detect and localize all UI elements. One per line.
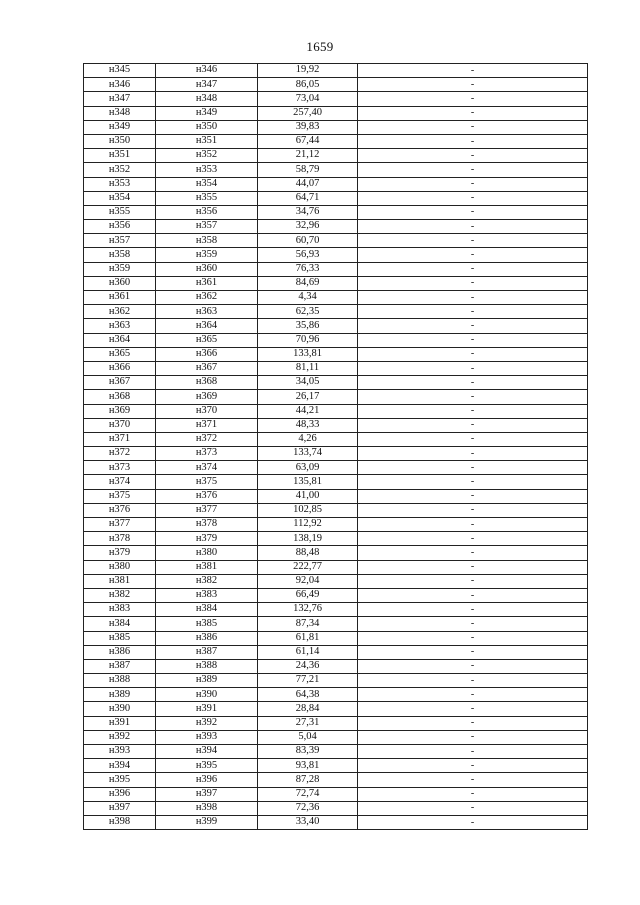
table-row — [84, 645, 588, 659]
from-point-cell: н372 — [84, 447, 156, 461]
to-point-cell: н389 — [156, 674, 258, 688]
from-point-cell: н360 — [84, 276, 156, 290]
from-point-cell: н373 — [84, 461, 156, 475]
from-point-cell: н388 — [84, 674, 156, 688]
from-point-cell: н395 — [84, 773, 156, 787]
note-cell: - — [358, 191, 588, 205]
note-cell: - — [358, 631, 588, 645]
distance-cell: 135,81 — [258, 475, 358, 489]
to-point-cell: н360 — [156, 262, 258, 276]
note-cell: - — [358, 730, 588, 744]
from-point-cell: н365 — [84, 347, 156, 361]
table-row — [84, 546, 588, 560]
distance-cell: 61,81 — [258, 631, 358, 645]
page-number: 1659 — [306, 39, 334, 54]
to-point-cell: н369 — [156, 390, 258, 404]
note-cell: - — [358, 461, 588, 475]
from-point-cell: н382 — [84, 588, 156, 602]
table-row — [84, 617, 588, 631]
table-row — [84, 319, 588, 333]
from-point-cell: н368 — [84, 390, 156, 404]
to-point-cell: н379 — [156, 532, 258, 546]
to-point-cell: н361 — [156, 276, 258, 290]
to-point-cell: н365 — [156, 333, 258, 347]
to-point-cell: н394 — [156, 745, 258, 759]
from-point-cell: н387 — [84, 659, 156, 673]
distance-cell: 56,93 — [258, 248, 358, 262]
table-row — [84, 220, 588, 234]
distance-cell: 93,81 — [258, 759, 358, 773]
from-point-cell: н386 — [84, 645, 156, 659]
table-row — [84, 234, 588, 248]
table-row — [84, 659, 588, 673]
from-point-cell: н381 — [84, 574, 156, 588]
distance-cell: 26,17 — [258, 390, 358, 404]
to-point-cell: н388 — [156, 659, 258, 673]
from-point-cell: н396 — [84, 787, 156, 801]
distance-cell: 44,07 — [258, 177, 358, 191]
to-point-cell: н397 — [156, 787, 258, 801]
note-cell: - — [358, 163, 588, 177]
from-point-cell: н355 — [84, 205, 156, 219]
table-row — [84, 404, 588, 418]
distance-cell: 92,04 — [258, 574, 358, 588]
note-cell: - — [358, 149, 588, 163]
note-cell: - — [358, 78, 588, 92]
table-row — [84, 248, 588, 262]
distance-cell: 28,84 — [258, 702, 358, 716]
to-point-cell: н372 — [156, 432, 258, 446]
distance-cell: 61,14 — [258, 645, 358, 659]
distance-cell: 257,40 — [258, 106, 358, 120]
table-row — [84, 305, 588, 319]
distance-cell: 63,09 — [258, 461, 358, 475]
distance-cell: 87,28 — [258, 773, 358, 787]
distance-cell: 84,69 — [258, 276, 358, 290]
note-cell: - — [358, 347, 588, 361]
to-point-cell: н398 — [156, 801, 258, 815]
note-cell: - — [358, 205, 588, 219]
note-cell: - — [358, 815, 588, 829]
distance-cell: 34,76 — [258, 205, 358, 219]
distance-cell: 58,79 — [258, 163, 358, 177]
to-point-cell: н364 — [156, 319, 258, 333]
distance-cell: 4,34 — [258, 291, 358, 305]
note-cell: - — [358, 645, 588, 659]
distance-cell: 67,44 — [258, 134, 358, 148]
to-point-cell: н374 — [156, 461, 258, 475]
distance-cell: 64,71 — [258, 191, 358, 205]
note-cell: - — [358, 248, 588, 262]
note-cell: - — [358, 134, 588, 148]
table-row — [84, 716, 588, 730]
distance-cell: 21,12 — [258, 149, 358, 163]
distance-cell: 62,35 — [258, 305, 358, 319]
note-cell: - — [358, 716, 588, 730]
table-row — [84, 134, 588, 148]
distance-cell: 5,04 — [258, 730, 358, 744]
table-row — [84, 418, 588, 432]
from-point-cell: н352 — [84, 163, 156, 177]
table-row — [84, 347, 588, 361]
to-point-cell: н350 — [156, 120, 258, 134]
table-row — [84, 688, 588, 702]
to-point-cell: н392 — [156, 716, 258, 730]
to-point-cell: н399 — [156, 815, 258, 829]
from-point-cell: н374 — [84, 475, 156, 489]
note-cell: - — [358, 546, 588, 560]
from-point-cell: н397 — [84, 801, 156, 815]
table-row — [84, 361, 588, 375]
from-point-cell: н370 — [84, 418, 156, 432]
to-point-cell: н363 — [156, 305, 258, 319]
to-point-cell: н378 — [156, 518, 258, 532]
distance-cell: 102,85 — [258, 503, 358, 517]
to-point-cell: н383 — [156, 588, 258, 602]
note-cell: - — [358, 291, 588, 305]
distance-cell: 72,74 — [258, 787, 358, 801]
note-cell: - — [358, 617, 588, 631]
from-point-cell: н350 — [84, 134, 156, 148]
note-cell: - — [358, 759, 588, 773]
from-point-cell: н384 — [84, 617, 156, 631]
distance-cell: 87,34 — [258, 617, 358, 631]
to-point-cell: н370 — [156, 404, 258, 418]
to-point-cell: н390 — [156, 688, 258, 702]
from-point-cell: н377 — [84, 518, 156, 532]
from-point-cell: н362 — [84, 305, 156, 319]
table-row — [84, 177, 588, 191]
note-cell: - — [358, 432, 588, 446]
table-row — [84, 787, 588, 801]
distance-cell: 32,96 — [258, 220, 358, 234]
to-point-cell: н346 — [156, 64, 258, 78]
distance-cell: 76,33 — [258, 262, 358, 276]
from-point-cell: н367 — [84, 376, 156, 390]
table-row — [84, 674, 588, 688]
from-point-cell: н366 — [84, 361, 156, 375]
distance-cell: 66,49 — [258, 588, 358, 602]
to-point-cell: н375 — [156, 475, 258, 489]
table-row — [84, 390, 588, 404]
to-point-cell: н387 — [156, 645, 258, 659]
to-point-cell: н362 — [156, 291, 258, 305]
note-cell: - — [358, 603, 588, 617]
table-row — [84, 432, 588, 446]
table-row — [84, 815, 588, 829]
to-point-cell: н366 — [156, 347, 258, 361]
note-cell: - — [358, 92, 588, 106]
table-row — [84, 503, 588, 517]
table-row — [84, 149, 588, 163]
to-point-cell: н371 — [156, 418, 258, 432]
from-point-cell: н393 — [84, 745, 156, 759]
table-row — [84, 631, 588, 645]
note-cell: - — [358, 262, 588, 276]
distance-cell: 70,96 — [258, 333, 358, 347]
table-row — [84, 475, 588, 489]
distance-cell: 24,36 — [258, 659, 358, 673]
table-row — [84, 78, 588, 92]
to-point-cell: н352 — [156, 149, 258, 163]
to-point-cell: н377 — [156, 503, 258, 517]
table-row — [84, 333, 588, 347]
from-point-cell: н385 — [84, 631, 156, 645]
distance-cell: 88,48 — [258, 546, 358, 560]
to-point-cell: н355 — [156, 191, 258, 205]
note-cell: - — [358, 361, 588, 375]
table-row — [84, 730, 588, 744]
to-point-cell: н357 — [156, 220, 258, 234]
from-point-cell: н349 — [84, 120, 156, 134]
distance-cell: 35,86 — [258, 319, 358, 333]
note-cell: - — [358, 518, 588, 532]
to-point-cell: н382 — [156, 574, 258, 588]
table-row — [84, 120, 588, 134]
from-point-cell: н356 — [84, 220, 156, 234]
note-cell: - — [358, 475, 588, 489]
distance-cell: 34,05 — [258, 376, 358, 390]
note-cell: - — [358, 801, 588, 815]
distance-cell: 86,05 — [258, 78, 358, 92]
table-row — [84, 801, 588, 815]
distance-cell: 81,11 — [258, 361, 358, 375]
from-point-cell: н361 — [84, 291, 156, 305]
from-point-cell: н380 — [84, 560, 156, 574]
from-point-cell: н357 — [84, 234, 156, 248]
distance-cell: 19,92 — [258, 64, 358, 78]
to-point-cell: н396 — [156, 773, 258, 787]
to-point-cell: н367 — [156, 361, 258, 375]
table-row — [84, 106, 588, 120]
distance-cell: 222,77 — [258, 560, 358, 574]
to-point-cell: н385 — [156, 617, 258, 631]
table-row — [84, 262, 588, 276]
to-point-cell: н349 — [156, 106, 258, 120]
table-row — [84, 518, 588, 532]
from-point-cell: н353 — [84, 177, 156, 191]
from-point-cell: н358 — [84, 248, 156, 262]
distance-cell: 41,00 — [258, 489, 358, 503]
distance-cell: 64,38 — [258, 688, 358, 702]
note-cell: - — [358, 503, 588, 517]
from-point-cell: н351 — [84, 149, 156, 163]
to-point-cell: н348 — [156, 92, 258, 106]
table-row — [84, 560, 588, 574]
table-row — [84, 489, 588, 503]
table-row — [84, 574, 588, 588]
table-row — [84, 773, 588, 787]
from-point-cell: н369 — [84, 404, 156, 418]
distance-cell: 72,36 — [258, 801, 358, 815]
distance-cell: 44,21 — [258, 404, 358, 418]
table-row — [84, 376, 588, 390]
note-cell: - — [358, 489, 588, 503]
note-cell: - — [358, 305, 588, 319]
note-cell: - — [358, 418, 588, 432]
to-point-cell: н393 — [156, 730, 258, 744]
table-row — [84, 64, 588, 78]
note-cell: - — [358, 106, 588, 120]
from-point-cell: н375 — [84, 489, 156, 503]
table-row — [84, 461, 588, 475]
distance-cell: 48,33 — [258, 418, 358, 432]
to-point-cell: н356 — [156, 205, 258, 219]
table-row — [84, 532, 588, 546]
to-point-cell: н353 — [156, 163, 258, 177]
distance-cell: 39,83 — [258, 120, 358, 134]
from-point-cell: н394 — [84, 759, 156, 773]
from-point-cell: н364 — [84, 333, 156, 347]
note-cell: - — [358, 276, 588, 290]
table-row — [84, 702, 588, 716]
table-row — [84, 603, 588, 617]
distance-cell: 133,74 — [258, 447, 358, 461]
to-point-cell: н384 — [156, 603, 258, 617]
note-cell: - — [358, 234, 588, 248]
table-row — [84, 163, 588, 177]
to-point-cell: н351 — [156, 134, 258, 148]
note-cell: - — [358, 333, 588, 347]
to-point-cell: н359 — [156, 248, 258, 262]
from-point-cell: н391 — [84, 716, 156, 730]
from-point-cell: н359 — [84, 262, 156, 276]
distance-cell: 73,04 — [258, 92, 358, 106]
note-cell: - — [358, 787, 588, 801]
table-row — [84, 291, 588, 305]
table-row — [84, 92, 588, 106]
from-point-cell: н363 — [84, 319, 156, 333]
note-cell: - — [358, 220, 588, 234]
distance-cell: 138,19 — [258, 532, 358, 546]
note-cell: - — [358, 64, 588, 78]
to-point-cell: н391 — [156, 702, 258, 716]
table-row — [84, 745, 588, 759]
note-cell: - — [358, 674, 588, 688]
to-point-cell: н347 — [156, 78, 258, 92]
note-cell: - — [358, 773, 588, 787]
from-point-cell: н390 — [84, 702, 156, 716]
distance-cell: 60,70 — [258, 234, 358, 248]
note-cell: - — [358, 447, 588, 461]
from-point-cell: н347 — [84, 92, 156, 106]
note-cell: - — [358, 702, 588, 716]
note-cell: - — [358, 745, 588, 759]
distance-cell: 83,39 — [258, 745, 358, 759]
from-point-cell: н392 — [84, 730, 156, 744]
to-point-cell: н354 — [156, 177, 258, 191]
from-point-cell: н398 — [84, 815, 156, 829]
from-point-cell: н383 — [84, 603, 156, 617]
from-point-cell: н378 — [84, 532, 156, 546]
to-point-cell: н373 — [156, 447, 258, 461]
table-body — [84, 64, 588, 830]
table-row — [84, 759, 588, 773]
note-cell: - — [358, 120, 588, 134]
distance-cell: 77,21 — [258, 674, 358, 688]
note-cell: - — [358, 688, 588, 702]
from-point-cell: н354 — [84, 191, 156, 205]
to-point-cell: н358 — [156, 234, 258, 248]
note-cell: - — [358, 319, 588, 333]
table-row — [84, 447, 588, 461]
to-point-cell: н381 — [156, 560, 258, 574]
table-row — [84, 276, 588, 290]
note-cell: - — [358, 390, 588, 404]
distance-cell: 132,76 — [258, 603, 358, 617]
note-cell: - — [358, 560, 588, 574]
from-point-cell: н389 — [84, 688, 156, 702]
from-point-cell: н371 — [84, 432, 156, 446]
to-point-cell: н395 — [156, 759, 258, 773]
from-point-cell: н379 — [84, 546, 156, 560]
to-point-cell: н376 — [156, 489, 258, 503]
from-point-cell: н345 — [84, 64, 156, 78]
to-point-cell: н380 — [156, 546, 258, 560]
note-cell: - — [358, 574, 588, 588]
from-point-cell: н346 — [84, 78, 156, 92]
from-point-cell: н376 — [84, 503, 156, 517]
table-row — [84, 588, 588, 602]
note-cell: - — [358, 376, 588, 390]
distance-cell: 27,31 — [258, 716, 358, 730]
to-point-cell: н368 — [156, 376, 258, 390]
note-cell: - — [358, 532, 588, 546]
distance-cell: 112,92 — [258, 518, 358, 532]
note-cell: - — [358, 588, 588, 602]
to-point-cell: н386 — [156, 631, 258, 645]
boundary-points-table — [83, 63, 588, 830]
distance-cell: 133,81 — [258, 347, 358, 361]
table-row — [84, 205, 588, 219]
distance-cell: 33,40 — [258, 815, 358, 829]
note-cell: - — [358, 659, 588, 673]
distance-cell: 4,26 — [258, 432, 358, 446]
from-point-cell: н348 — [84, 106, 156, 120]
note-cell: - — [358, 177, 588, 191]
note-cell: - — [358, 404, 588, 418]
table-row — [84, 191, 588, 205]
